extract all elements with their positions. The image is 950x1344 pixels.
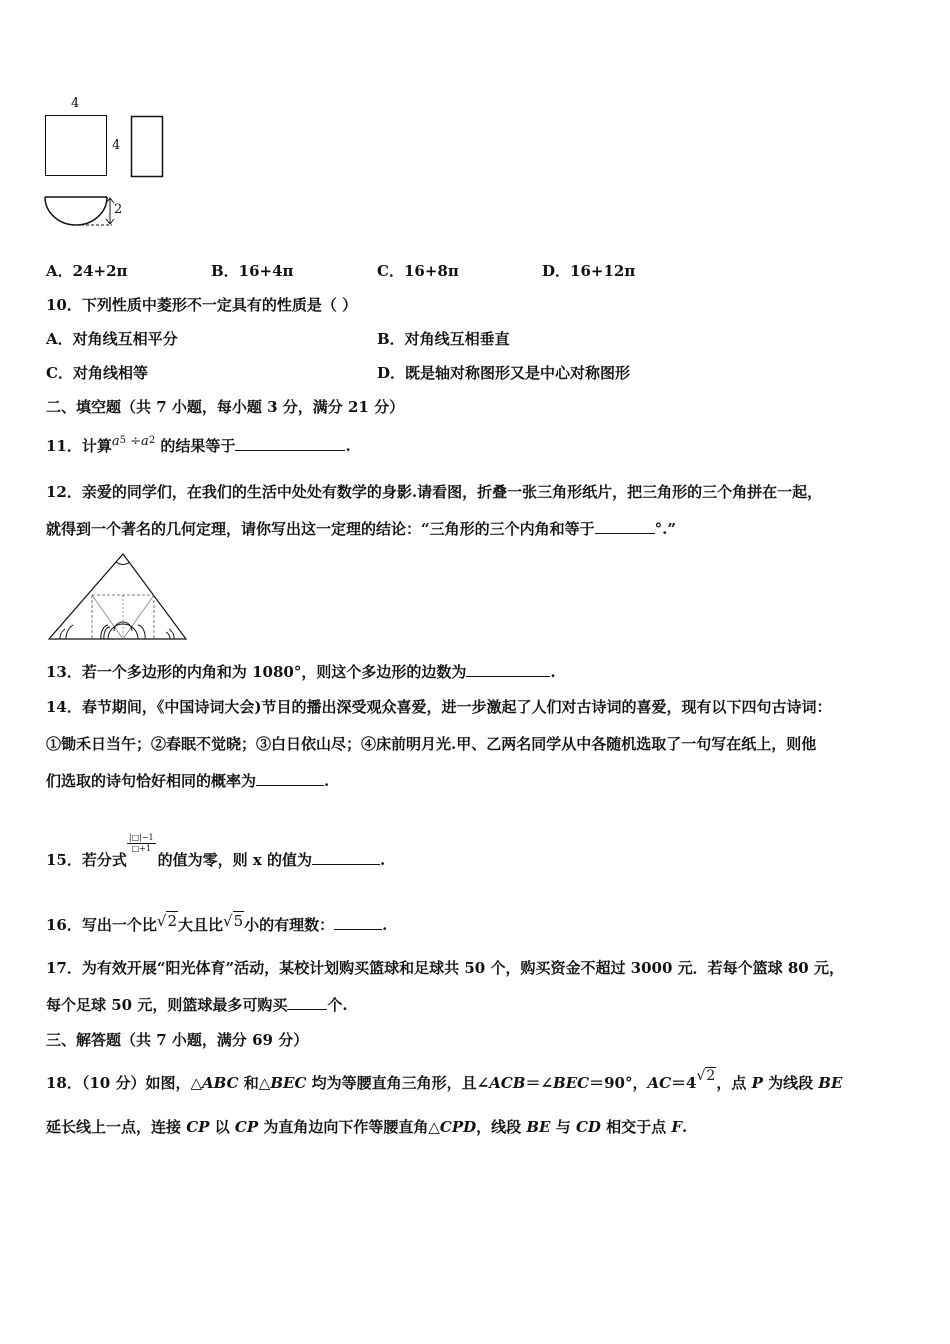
- section-2-heading: 二、填空题（共 7 小题，每小题 3 分，满分 21 分）: [46, 398, 405, 416]
- q10-option-b: B．对角线互相垂直: [377, 330, 510, 348]
- q11-exp1: 5: [119, 435, 127, 446]
- q18-cp2: CP: [234, 1118, 259, 1136]
- q15-denominator: □+1: [131, 844, 151, 853]
- q14-end: .: [324, 772, 330, 790]
- q13-answer-blank[interactable]: [466, 662, 550, 677]
- q10-stem: 10．下列性质中菱形不一定具有的性质是（ ）: [46, 296, 358, 314]
- q18-text-1: 18．（10 分）如图，△: [46, 1074, 203, 1092]
- q18-line2-d: ，线段: [476, 1118, 527, 1136]
- q18-acb: ACB: [489, 1074, 526, 1092]
- q18-bec2: BEC: [553, 1074, 590, 1092]
- q11-end: .: [345, 437, 351, 455]
- q18-line1: [46, 1062, 842, 1097]
- q17-answer-blank[interactable]: [287, 995, 327, 1010]
- q18-line2: [46, 1117, 687, 1137]
- q11-suffix: 的结果等于: [160, 437, 236, 455]
- q11-base1: a: [111, 434, 120, 449]
- q11-answer-blank[interactable]: [235, 436, 345, 451]
- q15-suffix: 的值为零，则 x 的值为: [157, 851, 313, 869]
- q14-line1: 14．春节期间，《中国诗词大会)节目的播出深受观众喜爱，进一步激起了人们对古诗词的喜爱，现有以下四句古诗词：: [46, 698, 832, 716]
- q11-prefix: 11．计算: [46, 437, 112, 455]
- figure-label-height: 2: [114, 202, 123, 217]
- q18-p: P: [751, 1074, 763, 1092]
- q9-option-c: C．16+8π: [377, 262, 459, 280]
- q11-base2: a: [141, 434, 149, 449]
- q18-abc: ABC: [202, 1074, 239, 1092]
- three-view-drawing: [40, 96, 180, 236]
- q13-end: .: [550, 663, 556, 681]
- q13: [46, 662, 556, 682]
- q18-line2-b: 以: [209, 1118, 235, 1136]
- q18-cp1: CP: [186, 1118, 210, 1136]
- q18-line2-c: 为直角边向下作等腰直角△: [258, 1118, 440, 1136]
- q17-line2: [46, 995, 348, 1015]
- q15-fraction: [127, 833, 156, 854]
- q11-exp2: 2: [148, 435, 156, 446]
- q18-cpd: CPD: [439, 1118, 477, 1136]
- q9-option-d: D．16+12π: [542, 262, 636, 280]
- q11: [46, 431, 351, 456]
- q16-radicand-2: 5: [233, 912, 244, 930]
- q12-line2-end: °.”: [654, 520, 676, 538]
- q9-option-a: A．24+2π: [46, 262, 128, 280]
- q12-line1: 12．亲爱的同学们，在我们的生活中处处有数学的身影.请看图，折叠一张三角形纸片，把三角形的三个角拼在一起，: [46, 483, 823, 501]
- q18-eq3: ＝4: [671, 1074, 697, 1092]
- q16: [46, 908, 387, 938]
- q16-prefix: 16．写出一个比: [46, 916, 157, 934]
- figure-label-top: 4: [71, 96, 80, 111]
- q18-line2-a: 延长线上一点，连接: [46, 1118, 187, 1136]
- q16-radicand-1: 2: [167, 912, 177, 930]
- q16-answer-blank[interactable]: [334, 915, 382, 930]
- q10-option-c: C．对角线相等: [46, 364, 148, 382]
- q14-line3: [46, 771, 329, 791]
- figure-label-side: 4: [112, 138, 121, 153]
- q18-text-4: 为线段: [762, 1074, 819, 1092]
- q17-line1: 17．为有效开展“阳光体育”活动，某校计划购买篮球和足球共 50 个，购买资金不超过 3000 元．若每个篮球 80 元，: [46, 959, 844, 977]
- q15-end: .: [380, 851, 386, 869]
- section-3-heading: 三、解答题（共 7 小题，满分 69 分）: [46, 1031, 309, 1049]
- q12-line2-text: 就得到一个著名的几何定理，请你写出这一定理的结论：“三角形的三个内角和等于: [46, 520, 595, 538]
- q18-sqrt-2: √2: [696, 1068, 716, 1084]
- q9-option-b: B．16+4π: [211, 262, 294, 280]
- q18-eq1: ＝∠: [525, 1074, 554, 1092]
- q18-eq2: ＝90°，: [589, 1074, 648, 1092]
- q15-prefix: 15．若分式: [46, 851, 127, 869]
- q14-answer-blank[interactable]: [256, 771, 324, 786]
- q18-and: 和△: [238, 1074, 271, 1092]
- q12-answer-blank[interactable]: [595, 519, 655, 534]
- q18-line2-g: .: [682, 1118, 688, 1136]
- q18-cd: CD: [575, 1118, 601, 1136]
- q16-sqrt-2: √2: [156, 912, 177, 930]
- q10-option-d: D．既是轴对称图形又是中心对称图形: [377, 364, 631, 382]
- q10-option-a: A．对角线互相平分: [46, 330, 178, 348]
- q18-be: BE: [818, 1074, 843, 1092]
- q15-answer-blank[interactable]: [312, 850, 380, 865]
- q17-line2-end: 个.: [327, 996, 348, 1014]
- q18-bec: BEC: [270, 1074, 307, 1092]
- q12-folded-triangle-figure: [46, 551, 188, 643]
- q18-ac: AC: [647, 1074, 672, 1092]
- q18-text-2: 均为等腰直角三角形，且∠: [306, 1074, 490, 1092]
- q15: [46, 833, 385, 874]
- q16-end: .: [382, 916, 388, 934]
- q18-line2-e: 与: [550, 1118, 576, 1136]
- q18-line2-f: 相交于点: [600, 1118, 672, 1136]
- q9-figure: [40, 96, 180, 236]
- q13-text: 13．若一个多边形的内角和为 1080°，则这个多边形的边数为: [46, 663, 467, 681]
- q16-sqrt-5: √5: [223, 912, 244, 930]
- q14-line2: ①锄禾日当午；②春眠不觉晓；③白日依山尽；④床前明月光.甲、乙两名同学从中各随机选取了一句写在纸上，则他: [46, 735, 817, 753]
- q18-radicand: 2: [706, 1068, 716, 1084]
- q18-f: F: [671, 1118, 682, 1136]
- q18-be2: BE: [526, 1118, 551, 1136]
- q14-line3-text: 们选取的诗句恰好相同的概率为: [46, 772, 257, 790]
- q18-text-3: ，点: [716, 1074, 752, 1092]
- q16-middle: 大且比: [177, 916, 223, 934]
- q11-divide: ÷: [126, 434, 142, 449]
- q12-line2: [46, 519, 676, 539]
- q15-numerator: |□|−1: [128, 833, 154, 842]
- q17-line2-text: 每个足球 50 元，则篮球最多可购买: [46, 996, 288, 1014]
- q16-suffix: 小的有理数：: [244, 916, 335, 934]
